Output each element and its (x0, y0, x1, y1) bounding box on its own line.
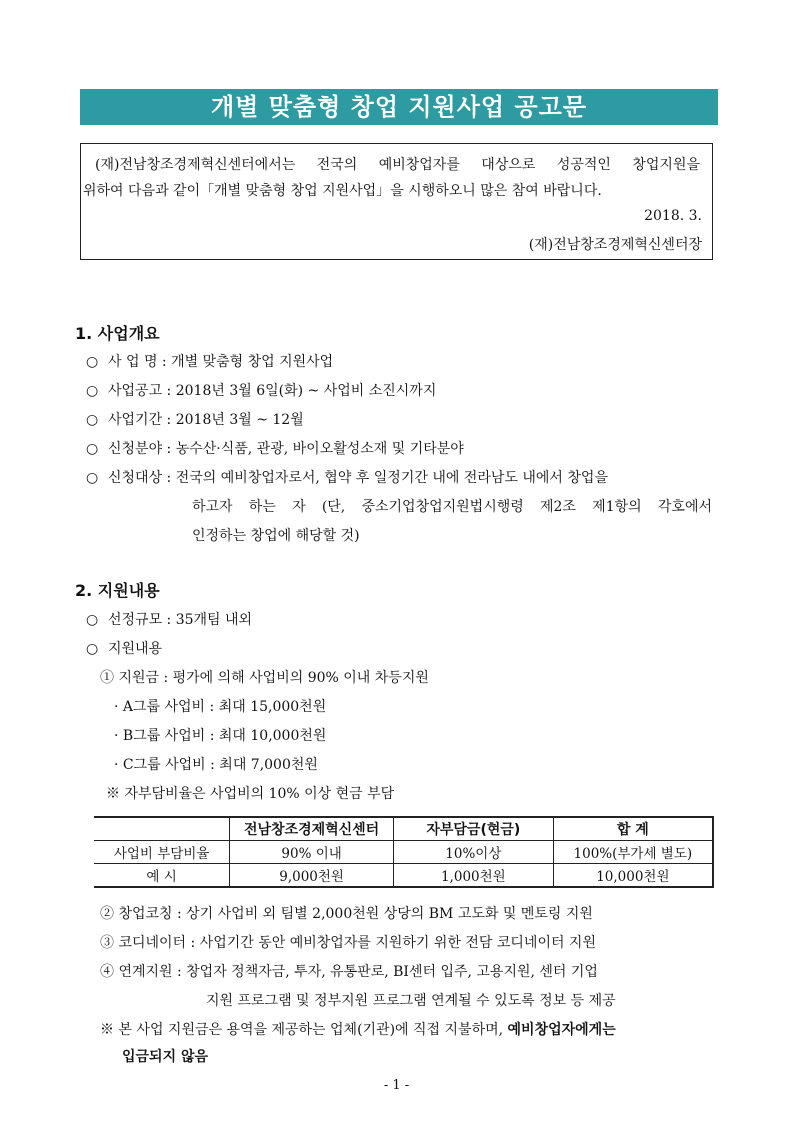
intro-box (80, 143, 713, 260)
scale-item: ○ 선정규모 : 35개팀 내외 (86, 612, 253, 628)
table-cell: 10,000천원 (553, 864, 713, 888)
funding-line: ① 지원금 : 평가에 의해 사업비의 90% 이내 차등지원 (100, 670, 429, 686)
payment-note-emphasis: 예비창업자에게는 (507, 1022, 616, 1038)
target-line-3: 인정하는 창업에 해당할 것) (192, 528, 360, 544)
group-c-line: · C그룹 사업비 : 최대 7,000천원 (114, 757, 318, 773)
table-cell: 9,000천원 (230, 864, 394, 888)
table-cell: 사업비 부담비율 (94, 841, 230, 864)
linkage-line-1: ④ 연계지원 : 창업자 정책자금, 투자, 유통판로, BI센터 입주, 고용지원, 센터 기업 (100, 964, 598, 980)
circle-bullet-icon: ○ (86, 470, 99, 486)
circle-bullet-icon: ○ (86, 612, 99, 628)
table-header-cell: 자부담금(현금) (393, 817, 553, 841)
section2-heading: 2. 지원내용 (75, 581, 160, 600)
table-row (94, 841, 713, 864)
group-a-line: · A그룹 사업비 : 최대 15,000천원 (114, 699, 327, 715)
overview-item: ○ 사 업 명 : 개별 맞춤형 창업 지원사업 (86, 354, 334, 370)
circle-bullet-icon: ○ (86, 412, 99, 428)
linkage-line-2: 지원 프로그램 및 정부지원 프로그램 연계될 수 있도록 정보 등 제공 (206, 993, 616, 1009)
overview-item: ○ 신청분야 : 농수산·식품, 관광, 바이오활성소재 및 기타분야 (86, 441, 464, 457)
self-burden-note: ※ 자부담비율은 사업비의 10% 이상 현금 부담 (106, 786, 395, 802)
cost-share-table (94, 816, 714, 888)
circle-bullet-icon: ○ (86, 354, 99, 370)
table-header-cell: 합 계 (553, 817, 713, 841)
table-cell: 예 시 (94, 864, 230, 888)
table-header-cell: 전남창조경제혁신센터 (230, 817, 394, 841)
table-cell: 1,000천원 (393, 864, 553, 888)
overview-item: ○ 사업기간 : 2018년 3월 ~ 12월 (86, 412, 304, 428)
section1-heading: 1. 사업개요 (75, 324, 160, 343)
coordinator-line: ③ 코디네이터 : 사업기간 동안 예비창업자를 지원하기 위한 전담 코디네이터 지원 (100, 935, 596, 951)
intro-line-1: (재)전남창조경제혁신센터에서는 전국의 예비창업자를 대상으로 성공적인 창업지원을 (95, 157, 700, 173)
content-item: ○ 지원내용 (86, 641, 163, 657)
table-header-cell (94, 817, 230, 841)
table-cell: 90% 이내 (230, 841, 394, 864)
table-cell: 10%이상 (393, 841, 553, 864)
overview-item: ○ 신청대상 : 전국의 예비창업자로서, 협약 후 일정기간 내에 전라남도 내에서 창업을 (86, 470, 608, 486)
payment-note (100, 1019, 616, 1039)
page-number: - 1 - (383, 1078, 410, 1093)
payment-note-text: ※ 본 사업 지원금은 용역을 제공하는 업체(기관)에 직접 지불하며, (100, 1022, 504, 1038)
overview-item: ○ 사업공고 : 2018년 3월 6일(화) ~ 사업비 소진시까지 (86, 383, 437, 399)
intro-line-2: 위하여 다음과 같이「개별 맞춤형 창업 지원사업」을 시행하오니 많은 참여 바랍니다. (83, 183, 602, 199)
table-row (94, 864, 713, 888)
payment-note-emphasis-2: 입금되지 않음 (122, 1049, 209, 1065)
circle-bullet-icon: ○ (86, 441, 99, 457)
circle-bullet-icon: ○ (86, 383, 99, 399)
intro-org: (재)전남창조경제혁신센터장 (528, 237, 702, 253)
table-cell: 100%(부가세 별도) (553, 841, 713, 864)
document-title: 개별 맞춤형 창업 지원사업 공고문 (80, 89, 718, 125)
coaching-line: ② 창업코칭 : 상기 사업비 외 팀별 2,000천원 상당의 BM 고도화 및 멘토링 지원 (100, 906, 593, 922)
group-b-line: · B그룹 사업비 : 최대 10,000천원 (114, 728, 327, 744)
table-header-row (94, 817, 713, 841)
circle-bullet-icon: ○ (86, 641, 99, 657)
intro-date: 2018. 3. (644, 208, 702, 224)
target-line-2: 하고자 하는 자 (단, 중소기업창업지원법시행령 제2조 제1항의 각호에서 (192, 499, 712, 515)
